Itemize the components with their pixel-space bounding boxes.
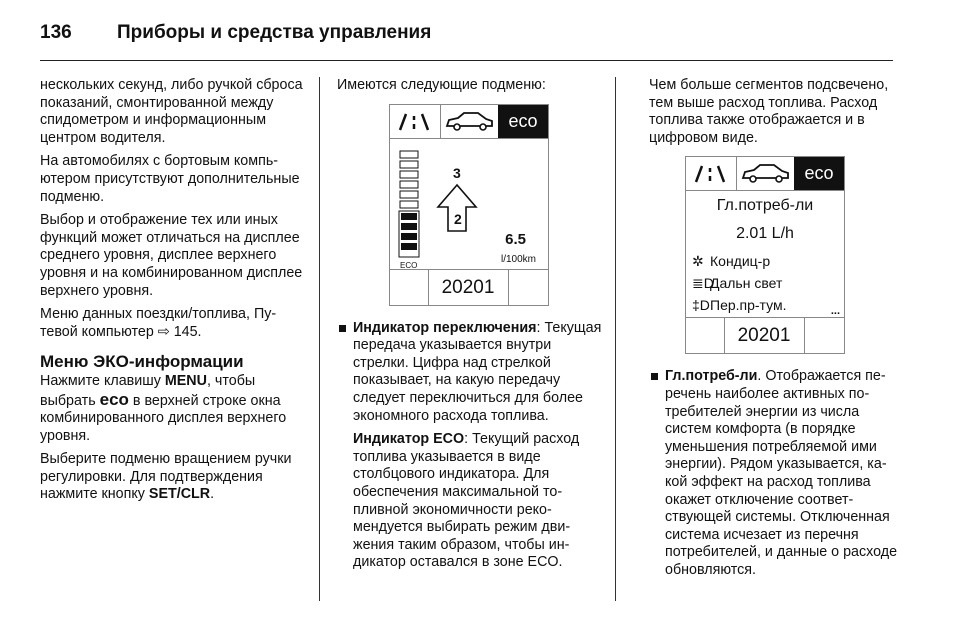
- bullet-item: Индикатор переключения: Текущая передача указывается внутри стрелки. Цифра над стрелкой показывает, на какую передачу следует переключиться для более экономного расхода топлива.: [337, 320, 602, 426]
- high-beam-icon: ≣D: [692, 275, 714, 292]
- fan-icon: ✲: [692, 253, 704, 270]
- page-number: 136: [40, 22, 72, 43]
- column-divider: [615, 77, 616, 601]
- consumers-title: Гл.потреб-ли: [716, 197, 814, 215]
- odometer: 20201: [428, 270, 509, 305]
- display-tab-bar: [686, 157, 844, 191]
- eco-label: eco: [99, 389, 129, 409]
- column-2: [337, 77, 602, 578]
- recommended-gear: 3: [453, 164, 461, 181]
- column-divider: [319, 77, 320, 601]
- eco-display-shift-indicator: [389, 104, 549, 306]
- consumption-value: 2.01 L/h: [736, 225, 794, 243]
- eco-tab: eco: [498, 105, 548, 138]
- paragraph: Нажмите клавишу MENU, чтобы выбрать eco в верхней строке окна комбинированного дисплея верхнего уровня.: [40, 372, 287, 444]
- column-1: [40, 77, 305, 510]
- fuel-consumption-value: 6.5: [505, 230, 526, 248]
- page-title: Приборы и средства управления: [117, 22, 432, 43]
- column-3: [649, 77, 899, 586]
- paragraph: нескольких секунд, либо ручкой сброса показаний, смонтированной между спидометром и информационным центром водителя.: [40, 77, 303, 146]
- consumer-item-ac: ✲ Кондиц-р: [692, 253, 771, 270]
- consumer-item-fog-light: ‡DПер.пр-тум.: [692, 297, 787, 314]
- eco-bar-label: ECO: [400, 260, 418, 270]
- paragraph: На автомобилях с бортовым компьютером присутствуют дополнительные подменю.: [40, 153, 300, 205]
- page-header: [40, 22, 893, 61]
- set-clr-key-label: SET/CLR: [148, 486, 211, 503]
- road-icon: [390, 105, 441, 138]
- road-icon: [686, 157, 737, 190]
- consumer-item-high-beam: ≣DДальн свет: [692, 275, 783, 292]
- section-heading: Меню ЭКО-информации: [40, 352, 244, 372]
- indented-paragraph: Индикатор ECO: Текущий расход топлива указывается в виде столбцового индикатора. Для обеспечения максимальной топливной экономичности рекомендуется выбирать режим движения таким образом, чтобы индикатор оставался в зоне ECO.: [353, 431, 580, 571]
- eco-bar-indicator: [390, 139, 548, 269]
- display-tab-bar: [390, 105, 548, 139]
- display-footer: [390, 269, 548, 305]
- car-icon: [440, 105, 499, 138]
- eco-tab: eco: [794, 157, 844, 190]
- car-icon: [736, 157, 795, 190]
- fog-light-icon: ‡D: [692, 297, 710, 314]
- current-gear: 2: [454, 210, 462, 227]
- paragraph-trip-computer-ref: Меню данных поездки/топлива, Путевой компьютер ⇨ 145.: [40, 306, 277, 340]
- eco-display-consumers: [685, 156, 845, 354]
- paragraph: Чем больше сегментов подсвечено, тем выше расход топлива. Расход топлива также отображается и в цифровом виде.: [649, 77, 889, 146]
- bullet-item: Гл.потреб-ли. Отображается перечень наиболее активных потребителей энергии из числа систем комфорта (в порядке уменьшения потребляемой ими энергии). Рядом указывается, какой эффект на расход топлива окажет отключение соответствующей системы. Отключенная система исчезает из перечня потребителей, и данные о расходе обновляются.: [649, 368, 899, 579]
- more-indicator: ...: [830, 305, 840, 318]
- menu-key-label: MENU: [164, 372, 207, 389]
- display-footer: [686, 317, 844, 353]
- paragraph: Имеются следующие подменю:: [337, 77, 546, 93]
- fuel-consumption-unit: l/100km: [500, 253, 536, 265]
- odometer: 20201: [724, 318, 805, 353]
- paragraph: Выбор и отображение тех или иных функций может отличаться на дисплее среднего уровня, дисплее верхнего уровня и на комбинированном дисплее верхнего уровня.: [40, 212, 303, 299]
- paragraph: Выберите подменю вращением ручки регулировки. Для подтверждения нажмите кнопку SET/CLR.: [40, 451, 292, 503]
